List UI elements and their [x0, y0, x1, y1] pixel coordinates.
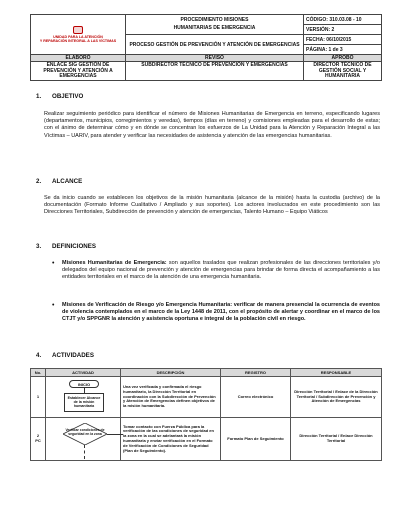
flow-dashed-connector	[84, 445, 85, 459]
section-objetivo-heading	[36, 93, 83, 100]
section-alcance-heading	[36, 178, 82, 185]
col-header-no: No.	[31, 369, 46, 377]
flow-cell	[46, 377, 121, 418]
row-number: 1	[31, 377, 46, 418]
definition-item	[62, 260, 380, 282]
definition-text: son aquellos traslados que realizan profesionales de las direcciones territoriales y/o delegados del equipo nacional de prevención y atención de emergencias para brindar de forma directa el acompañamiento a las entidades territoriales en el marco de la atención de una emergencia humanitaria.	[62, 260, 380, 281]
flow-cell	[46, 418, 121, 461]
section-number: 4.	[36, 352, 42, 359]
doc-version: VERSIÓN: 2	[304, 25, 382, 35]
row-description: Una vez verificada y confirmada el riesgo humanitario, la Dirección Territorial en coordinación con la Subdirección de Prevención y Atención de Emergencias definen objetivos de la misión humanitaria.	[121, 377, 221, 418]
doc-code: CÓDIGO: 310.03.08 - 10	[304, 15, 382, 25]
title-line-2: HUMANITARIAS DE EMERGENCIA	[173, 24, 256, 31]
section-number: 2.	[36, 178, 42, 185]
sig-head-reviso: REVISÓ	[126, 55, 304, 62]
logo-text-1: UNIDAD PARA LA ATENCIÓN	[53, 35, 103, 39]
section-title: ALCANCE	[52, 178, 83, 185]
sig-role-reviso: SUBDIRECTOR TÉCNICO DE PREVENCIÓN Y EMERGENCIAS	[126, 62, 304, 81]
row-description: Tomar contacto con Fuerza Pública para la verificación de las condiciones de seguridad en la zona en la cual se adelantará la misión humanitaria y enviar verificación en el Formato de Verificación de Condiciones de Seguridad (Plan de Seguimiento).	[121, 418, 221, 461]
section-alcance-text: Se da inicio cuando se establecen los objetivos de la misión humanitaria (alcance de la misión) hasta la custodia (archivo) de la documentación (Formato Informe Cualitativo / Ampliado y sus soportes). Los actores involucrados en este procedimiento son las Direcciones Territoriales, Subdirección de prevención y atención de emergencias, Talento Humano – Equipo Viáticos	[44, 195, 380, 216]
row-responsible: Dirección Territorial / Enlace Dirección Territorial	[291, 418, 382, 461]
section-number: 3.	[36, 243, 42, 250]
flow-decision-label: Verificar condiciones de seguridad en la zona	[65, 428, 105, 436]
sig-head-elaboro: ELABORÓ	[31, 55, 126, 62]
col-header-actividad: ACTIVIDAD	[46, 369, 121, 377]
doc-date: FECHA: 06/10/2015	[304, 35, 382, 45]
sig-role-aprobo: DIRECTOR TÉCNICO DE GESTIÓN SOCIAL Y HUMANITARIA	[304, 62, 382, 81]
row-number: 2 PC	[31, 418, 46, 461]
logo-cell	[31, 15, 126, 55]
section-actividades-heading	[36, 352, 94, 359]
logo-text-2: Y REPARACIÓN INTEGRAL A LAS VÍCTIMAS	[39, 39, 117, 43]
section-definiciones-heading	[36, 243, 96, 250]
flow-start-terminal: INICIO	[69, 380, 99, 388]
row-register: Correo electrónico	[221, 377, 291, 418]
seal-icon	[73, 26, 83, 34]
flow-process-box: Establecer Alcance de la misión humanitaria	[64, 393, 104, 412]
section-title: ACTIVIDADES	[52, 352, 94, 359]
section-title: OBJETIVO	[52, 93, 84, 100]
definition-item	[62, 302, 380, 324]
row-responsible: Dirección Territorial / Enlace de la Dirección Territorial / Subdirección de Prevención y Atención de Emergencias	[291, 377, 382, 418]
row-register: Formato Plan de Seguimiento	[221, 418, 291, 461]
definition-term: Misiones de Verificación de Riesgo y/o Emergencia Humanitaria:	[62, 302, 233, 308]
doc-page: PÁGINA: 1 de 3	[304, 45, 382, 55]
sig-head-aprobo: APROBÓ	[304, 55, 382, 62]
section-objetivo-text: Realizar seguimiento periódico para identificar el número de Misiones Humanitarias de Emergencia en terreno, especificando lugares (departamentos, municipios, corregimientos y veredas), tiempos (días en terreno) y comisiones empleadas para el desarrollo de estas; con el ánimo de determinar cómo y en dónde se concentran los esfuerzos de La Unidad para la Atención y Reparación Integral a las Víctimas – UARIV, para atender y verificar las necesidades de asistencia y atención de las emergencias humanitarias.	[44, 111, 380, 139]
sig-role-elaboro: ENLACE SIG GESTIÓN DE PREVENCIÓN Y ATENCIÓN A EMERGENCIAS	[31, 62, 126, 81]
table-row	[31, 418, 382, 461]
col-header-responsable: RESPONSABLE	[291, 369, 382, 377]
table-row	[31, 377, 382, 418]
section-title: DEFINICIONES	[52, 243, 97, 250]
document-header	[30, 14, 382, 81]
col-header-registro: REGISTRO	[221, 369, 291, 377]
process-name: PROCESO GESTIÓN DE PREVENCIÓN Y ATENCIÓN DE EMERGENCIAS	[126, 35, 304, 55]
title-line-1: PROCEDIMIENTO MISIONES	[180, 17, 249, 23]
document-title	[126, 15, 304, 35]
definition-term: Misiones Humanitarias de Emergencia:	[62, 260, 167, 266]
flow-connector	[107, 434, 123, 435]
col-header-descripcion: DESCRIPCIÓN	[121, 369, 221, 377]
activities-table	[30, 368, 382, 461]
definition-text: verificar de manera presencial la ocurrencia de eventos de violencia contemplados en el marco de la Ley 1448 de 2011, con el propósito de alertar y coordinar en el marco de los CTJT y/o SPPGNR la atención y asistencia oportuna e integral de la población civil en riesgo.	[62, 302, 380, 323]
section-number: 1.	[36, 93, 42, 100]
